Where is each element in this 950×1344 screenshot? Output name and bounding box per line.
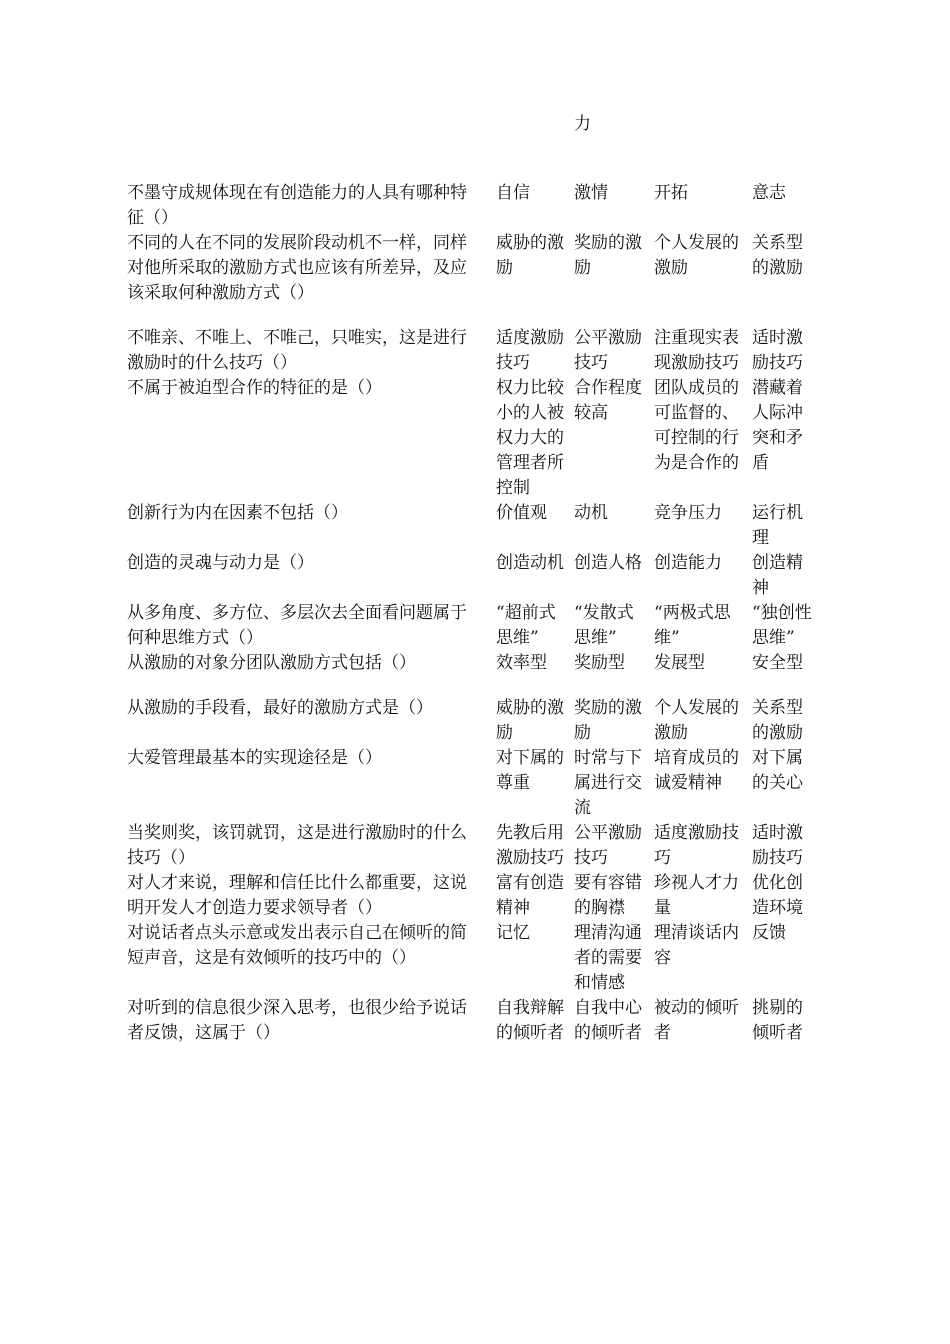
option-b: 公平激励技巧 — [574, 328, 642, 373]
option-a: 效率型 — [496, 653, 547, 673]
table-row — [127, 376, 821, 501]
option-c: 团队成员的可监督的、可控制的行为是合作的 — [654, 378, 739, 473]
question-text: 不属于被迫型合作的特征的是（） — [127, 378, 382, 398]
option-b: 自我中心的倾听者 — [574, 998, 642, 1043]
question-text: 对听到的信息很少深入思考，也很少给予说话者反馈，这属于（） — [127, 998, 467, 1043]
option-a: 自我辩解的倾听者 — [496, 998, 564, 1043]
table-row — [127, 696, 821, 746]
table-row — [127, 746, 821, 821]
option-d: 对下属的关心 — [752, 748, 803, 793]
option-c: 被动的倾听者 — [654, 998, 739, 1043]
option-b: “发散式思维” — [574, 603, 634, 648]
question-text: 从激励的对象分团队激励方式包括（） — [127, 653, 416, 673]
option-d: 安全型 — [752, 653, 803, 673]
option-a: 威胁的激励 — [496, 698, 564, 743]
option-c: 竞争压力 — [654, 503, 722, 523]
question-text: 从激励的手段看，最好的激励方式是（） — [127, 698, 433, 718]
option-a: 创造动机 — [496, 553, 564, 573]
question-text: 大爱管理最基本的实现途径是（） — [127, 748, 382, 768]
option-b: 公平激励技巧 — [574, 823, 642, 868]
option-d: “独创性思维” — [752, 603, 812, 648]
option-d: 关系型的激励 — [752, 233, 803, 278]
option-b: 动机 — [574, 503, 608, 523]
option-b: 合作程度较高 — [574, 378, 642, 423]
option-d: 挑剔的倾听者 — [752, 998, 803, 1043]
option-a: 价值观 — [496, 503, 547, 523]
table-row — [127, 996, 821, 1046]
option-d: 适时激励技巧 — [752, 328, 803, 373]
option-d: 反馈 — [752, 923, 786, 943]
question-text: 创新行为内在因素不包括（） — [127, 503, 348, 523]
option-c: 珍视人才力量 — [654, 873, 739, 918]
option-c: 适度激励技巧 — [654, 823, 739, 868]
question-table — [127, 181, 821, 1046]
question-text: 对说话者点头示意或发出表示自己在倾听的简短声音，这是有效倾听的技巧中的（） — [127, 923, 467, 968]
option-a: 威胁的激励 — [496, 233, 564, 278]
option-d: 创造精神 — [752, 553, 803, 598]
question-text: 不墨守成规体现在有创造能力的人具有哪种特征（） — [127, 183, 467, 228]
option-d: 意志 — [752, 183, 786, 203]
table-row — [127, 181, 821, 231]
table-row — [127, 231, 821, 326]
table-row — [127, 551, 821, 601]
option-a: 先教后用激励技巧 — [496, 823, 564, 868]
previous-row-fragment: 力 — [574, 114, 591, 134]
question-text: 不同的人在不同的发展阶段动机不一样，同样对他所采取的激励方式也应该有所差异，及应该采取何种激励方式（） — [127, 233, 467, 303]
option-d: 优化创造环境 — [752, 873, 803, 918]
option-c: 创造能力 — [654, 553, 722, 573]
option-c: 注重现实表现激励技巧 — [654, 328, 739, 373]
question-text: 不唯亲、不唯上、不唯己，只唯实，这是进行激励时的什么技巧（） — [127, 328, 467, 373]
option-a: 富有创造精神 — [496, 873, 564, 918]
option-c: “两极式思维” — [654, 603, 731, 648]
option-d: 潜藏着人际冲突和矛盾 — [752, 378, 803, 473]
table-row — [127, 921, 821, 996]
option-d: 适时激励技巧 — [752, 823, 803, 868]
option-d: 运行机理 — [752, 503, 803, 548]
table-row — [127, 821, 821, 871]
option-b: 奖励的激励 — [574, 233, 642, 278]
option-c: 理清谈话内容 — [654, 923, 739, 968]
option-a: 对下属的尊重 — [496, 748, 564, 793]
table-row — [127, 871, 821, 921]
option-b: 创造人格 — [574, 553, 642, 573]
option-c: 发展型 — [654, 653, 705, 673]
question-text: 创造的灵魂与动力是（） — [127, 553, 314, 573]
option-c: 开拓 — [654, 183, 688, 203]
option-b: 激情 — [574, 183, 608, 203]
option-b: 奖励的激励 — [574, 698, 642, 743]
option-b: 奖励型 — [574, 653, 625, 673]
table-row — [127, 326, 821, 376]
option-a: 权力比较小的人被权力大的管理者所控制 — [496, 378, 564, 498]
table-row — [127, 501, 821, 551]
table-row — [127, 601, 821, 651]
option-c: 培育成员的诚爱精神 — [654, 748, 739, 793]
option-a: 记忆 — [496, 923, 530, 943]
table-row — [127, 651, 821, 696]
option-a: 自信 — [496, 183, 530, 203]
option-b: 理清沟通者的需要和情感 — [574, 923, 642, 993]
option-d: 关系型的激励 — [752, 698, 803, 743]
option-a: “超前式思维” — [496, 603, 556, 648]
option-b: 时常与下属进行交流 — [574, 748, 642, 818]
option-c: 个人发展的激励 — [654, 698, 739, 743]
question-text: 从多角度、多方位、多层次去全面看问题属于何种思维方式（） — [127, 603, 467, 648]
option-a: 适度激励技巧 — [496, 328, 564, 373]
option-c: 个人发展的激励 — [654, 233, 739, 278]
question-text: 对人才来说，理解和信任比什么都重要，这说明开发人才创造力要求领导者（） — [127, 873, 467, 918]
option-b: 要有容错的胸襟 — [574, 873, 642, 918]
question-text: 当奖则奖，该罚就罚，这是进行激励时的什么技巧（） — [127, 823, 467, 868]
